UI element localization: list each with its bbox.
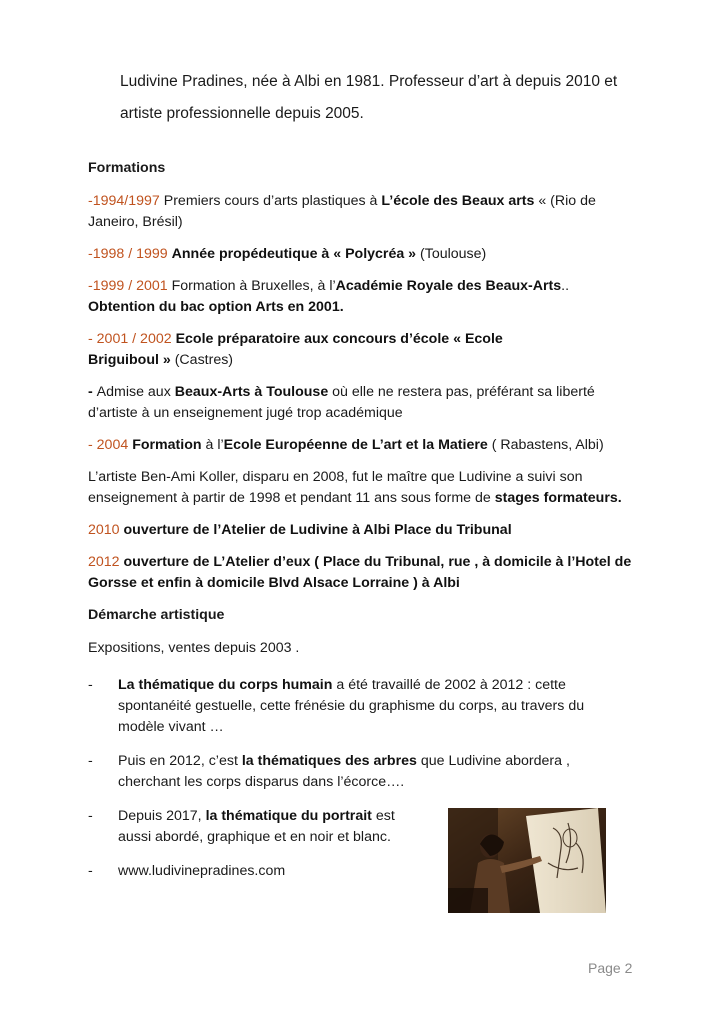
formation-school: Beaux-Arts à Toulouse [174, 384, 329, 400]
formation-text: .. [561, 278, 570, 294]
formation-date: -1994/1997 [88, 193, 160, 209]
list-text: a été travaillé de 2002 à 2012 : cette spontanéité gestuelle, cette frénésie du graphisme du corps, au travers du modèle vivant … [118, 677, 585, 735]
list-text: Depuis 2017, [118, 808, 206, 824]
formation-date: -1998 / 1999 [88, 246, 168, 262]
list-text: que Ludivine abordera , cherchant les corps disparus dans l’écorce…. [118, 753, 570, 790]
formation-item [88, 191, 648, 233]
list-dash: - [88, 808, 93, 824]
formation-text: ( Rabastens, Albi) [487, 437, 604, 453]
intro-line-1: Ludivine Pradines, née à Albi en 1981. Professeur d’art à depuis 2010 et [120, 73, 618, 90]
main-content [88, 158, 648, 895]
page-number: Page 2 [588, 960, 633, 976]
list-text: est aussi abordé, graphique et en noir et blanc. [118, 808, 395, 845]
atelier-2012-text: ouverture de L’Atelier d’eux ( Place du Tribunal, rue , à domicile à l’Hotel de Gorsse et enfin à domicile Blvd Alsace Lorraine ) à Albi [88, 554, 632, 591]
formation-item [88, 276, 648, 318]
formation-label: Formation [132, 437, 202, 453]
formation-date: - 2001 / 2002 [88, 331, 172, 347]
formation-text: Formation à Bruxelles, à l’ [167, 278, 336, 294]
atelier-2012-date: 2012 [88, 554, 120, 570]
formation-school: Année propédeutique à « Polycréa » [171, 246, 417, 262]
formation-item [88, 244, 648, 265]
expositions-text: Expositions, ventes depuis 2003 . [88, 640, 300, 656]
koller-paragraph [88, 467, 623, 509]
formation-text: où elle ne restera pas, préférant sa liberté d’artiste à un enseignement jugé trop académique [88, 384, 595, 421]
demarche-heading: Démarche artistique [88, 607, 225, 623]
intro-paragraph [120, 66, 660, 130]
formation-text: Admise aux [96, 384, 175, 400]
formation-dash: - [88, 384, 97, 400]
list-item [88, 751, 628, 793]
atelier-2012 [88, 552, 643, 594]
formation-diploma: Obtention du bac option Arts en 2001. [88, 299, 344, 315]
formation-text: Premiers cours d’arts plastiques à [159, 193, 382, 209]
formation-date: - 2004 [88, 437, 129, 453]
list-text-block [118, 806, 418, 848]
formation-text: à l’ [201, 437, 224, 453]
atelier-2010-date: 2010 [88, 522, 120, 538]
formation-date: -1999 / 2001 [88, 278, 168, 294]
formation-school: Académie Royale des Beaux-Arts [335, 278, 562, 294]
formation-school: L’école des Beaux arts [381, 193, 535, 209]
list-dash: - [88, 753, 93, 769]
formation-school: Ecole Européenne de L’art et la Matiere [223, 437, 488, 453]
photo-illustration [448, 808, 606, 913]
website-link[interactable]: www.ludivinepradines.com [118, 863, 286, 879]
list-item [88, 675, 618, 738]
formation-school: Ecole préparatoire aux concours d’école « Ecole Briguiboul » [88, 331, 503, 368]
formation-text: (Toulouse) [416, 246, 487, 262]
formation-text: (Castres) [170, 352, 234, 368]
list-dash: - [88, 677, 93, 693]
atelier-2010 [88, 520, 648, 541]
formation-item [88, 329, 528, 371]
list-dash: - [88, 863, 93, 879]
formations-heading: Formations [88, 160, 166, 176]
list-bold: La thématique du corps humain [118, 677, 333, 693]
formation-item [88, 382, 628, 424]
list-bold: la thématique du portrait [205, 808, 372, 824]
koller-text: L’artiste Ben-Ami Koller, disparu en 2008, fut le maître que Ludivine a suivi son enseignement à partir de 1998 et pendant 11 ans sous forme de [88, 469, 583, 506]
list-bold: la thématiques des arbres [241, 753, 417, 769]
koller-bold: stages formateurs. [494, 490, 622, 506]
intro-line-2: artiste professionnelle depuis 2005. [120, 105, 364, 122]
list-text: Puis en 2012, c’est [118, 753, 242, 769]
artist-painting-photo [448, 808, 606, 913]
formation-text: « (Rio de Janeiro, Brésil) [88, 193, 596, 230]
formation-item [88, 435, 648, 456]
atelier-2010-text: ouverture de l’Atelier de Ludivine à Albi Place du Tribunal [119, 522, 512, 538]
